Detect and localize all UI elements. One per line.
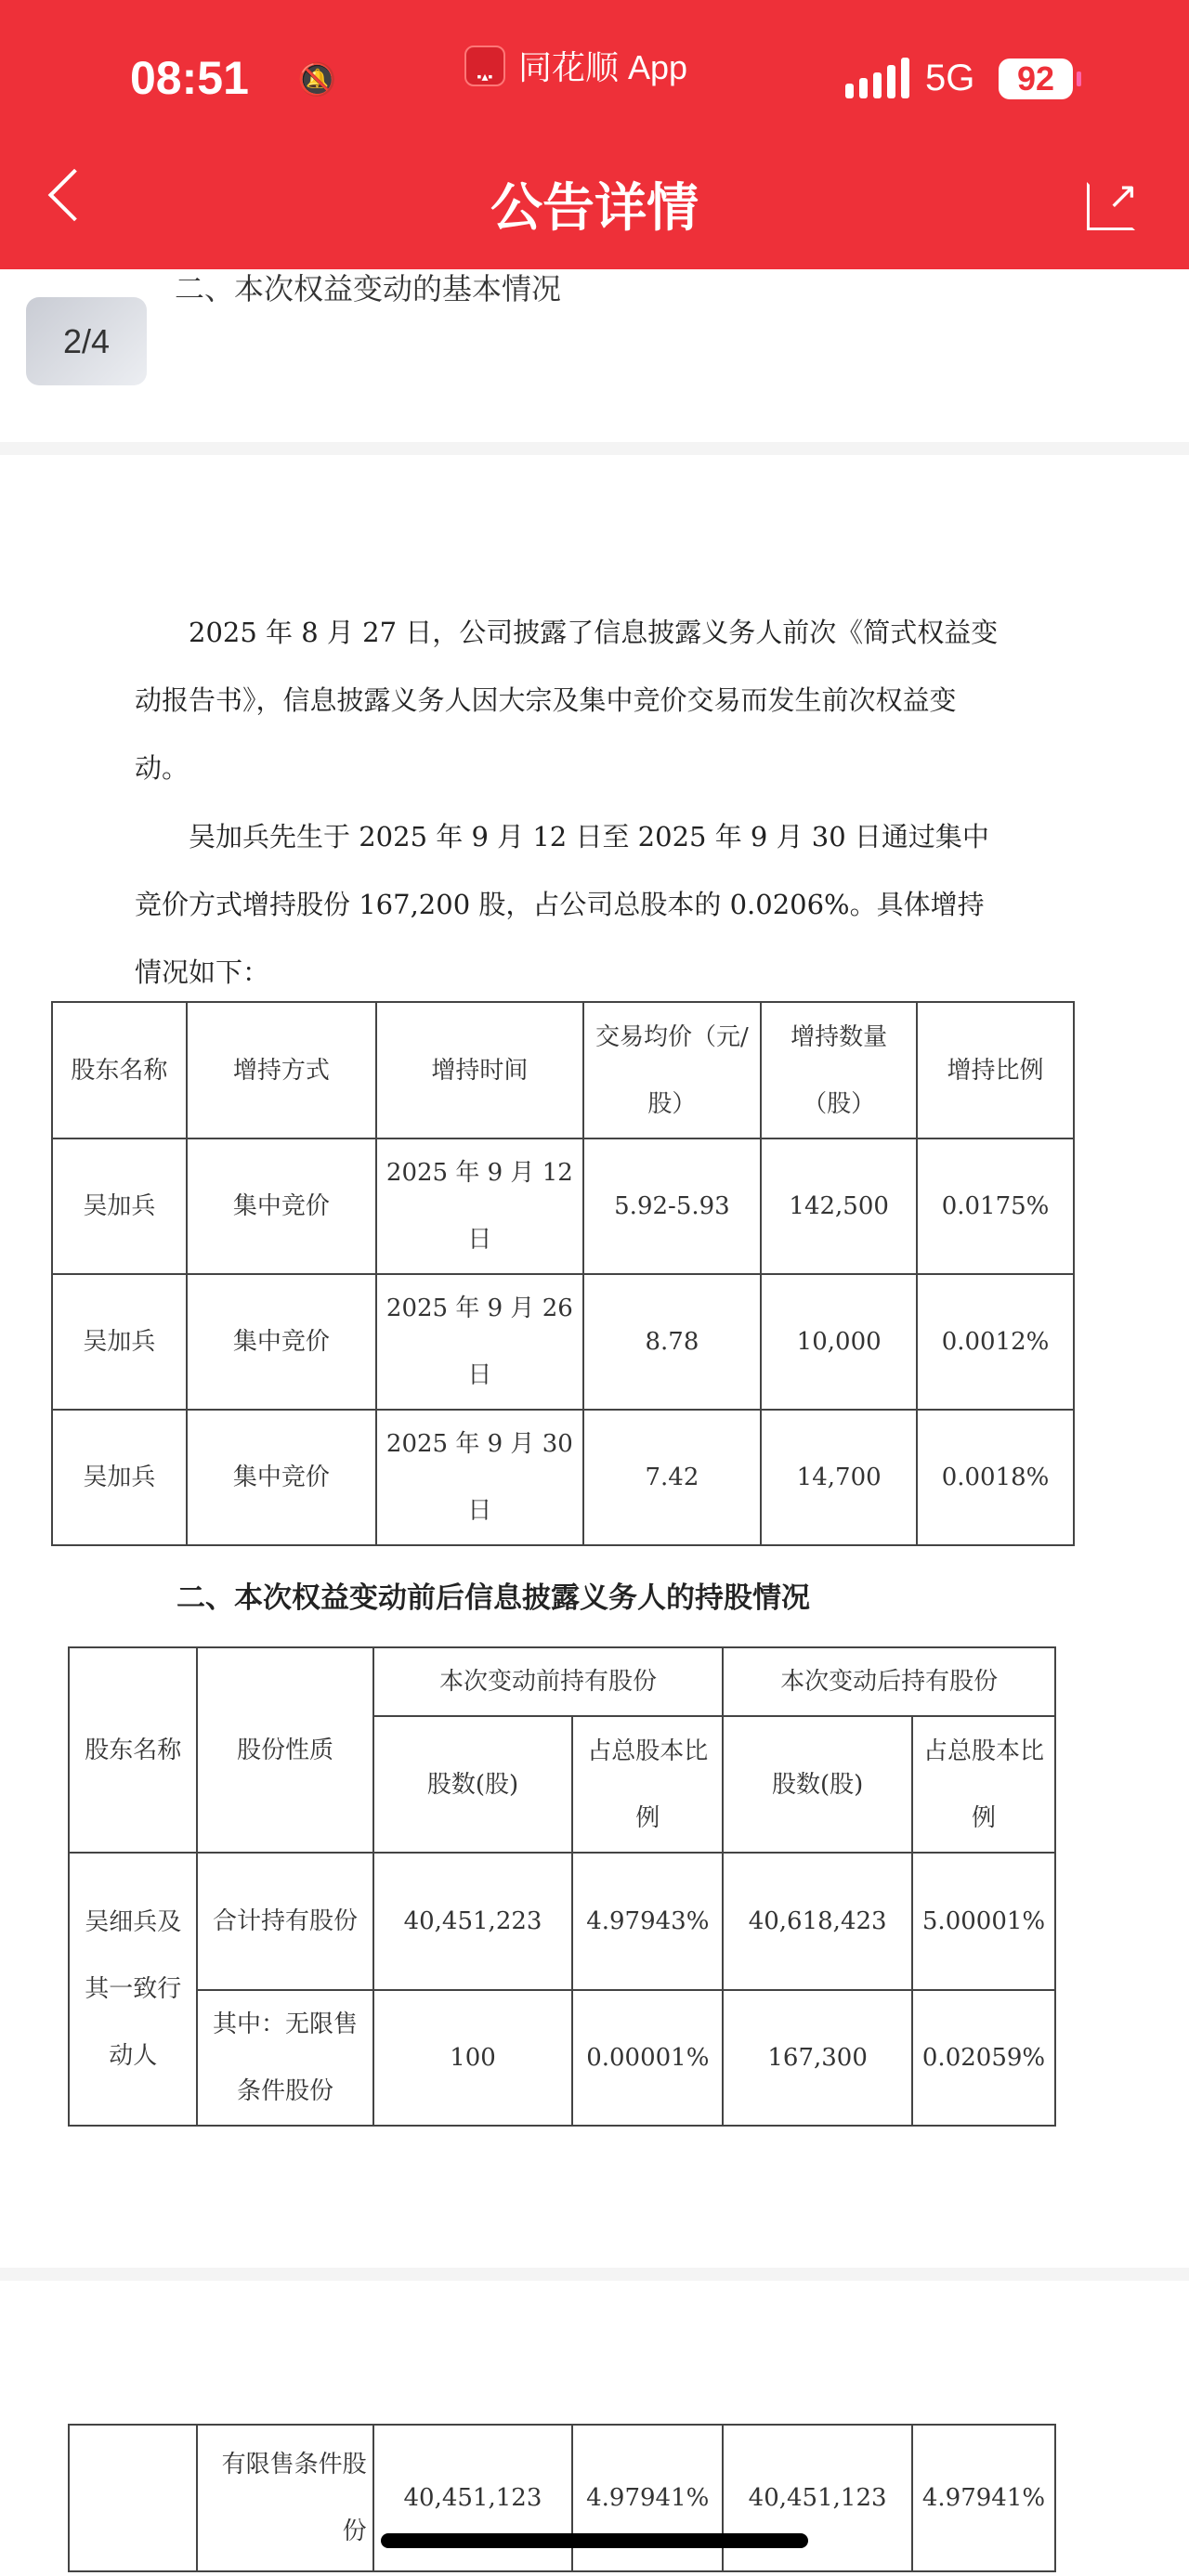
header-cell: 股数(股) [373, 1716, 573, 1853]
app-logo-icon: ▪▴▪ [464, 46, 505, 86]
header-cell: 增持比例 [917, 1002, 1074, 1138]
cell: 40,451,223 [373, 1853, 573, 1990]
cell: 2025 年 9 月 30 日 [376, 1410, 583, 1545]
cell: 吴加兵 [52, 1138, 187, 1274]
paragraph: 吴加兵先生于 2025 年 9 月 12 日至 2025 年 9 月 30 日通过集中竞价方式增持股份 167,200 股，占公司总股本的 0.0206%。具体增持情况如下： [135, 821, 989, 988]
battery-cap [1077, 72, 1081, 86]
header-cell: 占总股本比例 [912, 1716, 1055, 1853]
cell: 吴加兵 [52, 1410, 187, 1545]
header-cell: 占总股本比例 [572, 1716, 723, 1853]
signal-icon [845, 58, 909, 98]
table-row [52, 1410, 1074, 1545]
table-row [52, 1274, 1074, 1410]
header-cell: 股数(股) [723, 1716, 912, 1853]
paragraph: 2025 年 8 月 27 日，公司披露了信息披露义务人前次《简式权益变动报告书》，信息披露义务人因大宗及集中竞价交易而发生前次权益变动。 [135, 617, 999, 784]
cell: 8.78 [583, 1274, 762, 1410]
header-cell: 股东名称 [52, 1002, 187, 1138]
cell: 0.02059% [912, 1990, 1055, 2126]
page-indicator: 2/4 [26, 297, 147, 385]
section-heading-cut: 二、本次权益变动的基本情况 [175, 271, 562, 306]
page-title: 公告详情 [490, 178, 699, 239]
page-separator [0, 442, 1189, 455]
cell: 合计持有股份 [197, 1853, 372, 1990]
cell: 7.42 [583, 1410, 762, 1545]
header-cell: 本次变动前持有股份 [373, 1647, 724, 1716]
header-cell: 交易均价（元/股） [583, 1002, 762, 1138]
share-arrow-icon[interactable]: ↗ [1107, 175, 1139, 217]
cell: 14,700 [761, 1410, 917, 1545]
cell: 有限售条件股份 [197, 2425, 372, 2571]
cell: 5.00001% [912, 1853, 1055, 1990]
battery-icon: 92 [999, 59, 1073, 99]
cell: 142,500 [761, 1138, 917, 1274]
header-cell: 股份性质 [197, 1647, 372, 1853]
cell: 0.0012% [917, 1274, 1074, 1410]
cell: 集中竞价 [187, 1274, 376, 1410]
section-heading: 二、本次权益变动前后信息披露义务人的持股情况 [176, 1581, 810, 1615]
header-cell: 增持时间 [376, 1002, 583, 1138]
home-indicator[interactable] [381, 2533, 808, 2548]
status-time: 08:51 [130, 52, 249, 104]
network-type: 5G [925, 58, 975, 98]
table-row [69, 1990, 1055, 2126]
cell: 40,451,123 [373, 2425, 573, 2571]
cell: 40,451,123 [723, 2425, 912, 2571]
header-cell: 股东名称 [69, 1647, 197, 1853]
cell: 集中竞价 [187, 1138, 376, 1274]
cell: 吴加兵 [52, 1274, 187, 1410]
header-cell: 增持数量（股） [761, 1002, 917, 1138]
holding-table-continued [68, 2424, 1056, 2572]
cell: 2025 年 9 月 26 日 [376, 1274, 583, 1410]
table-row [69, 2425, 1055, 2571]
cell: 2025 年 9 月 12 日 [376, 1138, 583, 1274]
mute-bell-icon: 🔕 [297, 61, 337, 98]
header-cell: 本次变动后持有股份 [723, 1647, 1055, 1716]
app-name: 同花顺 App [518, 48, 688, 86]
table-row [52, 1138, 1074, 1274]
table-header-row [52, 1002, 1074, 1138]
table-header-row [69, 1647, 1055, 1716]
page-separator [0, 2268, 1189, 2281]
cell: 0.0018% [917, 1410, 1074, 1545]
cell: 40,618,423 [723, 1853, 912, 1990]
table-row [69, 1853, 1055, 1990]
cell: 167,300 [723, 1990, 912, 2126]
cell: 10,000 [761, 1274, 917, 1410]
cell: 0.00001% [572, 1990, 723, 2126]
cell [69, 2425, 197, 2571]
app-header [0, 0, 1189, 269]
cell: 其中：无限售条件股份 [197, 1990, 372, 2126]
increase-table [51, 1001, 1075, 1546]
cell: 4.97941% [912, 2425, 1055, 2571]
cell: 4.97943% [572, 1853, 723, 1990]
cell: 0.0175% [917, 1138, 1074, 1274]
cell: 100 [373, 1990, 573, 2126]
cell: 吴细兵及其一致行动人 [69, 1853, 197, 2126]
app-indicator [464, 42, 687, 89]
header-cell: 增持方式 [187, 1002, 376, 1138]
holding-table [68, 1646, 1056, 2127]
cell: 5.92-5.93 [583, 1138, 762, 1274]
cell: 集中竞价 [187, 1410, 376, 1545]
cell: 4.97941% [572, 2425, 723, 2571]
